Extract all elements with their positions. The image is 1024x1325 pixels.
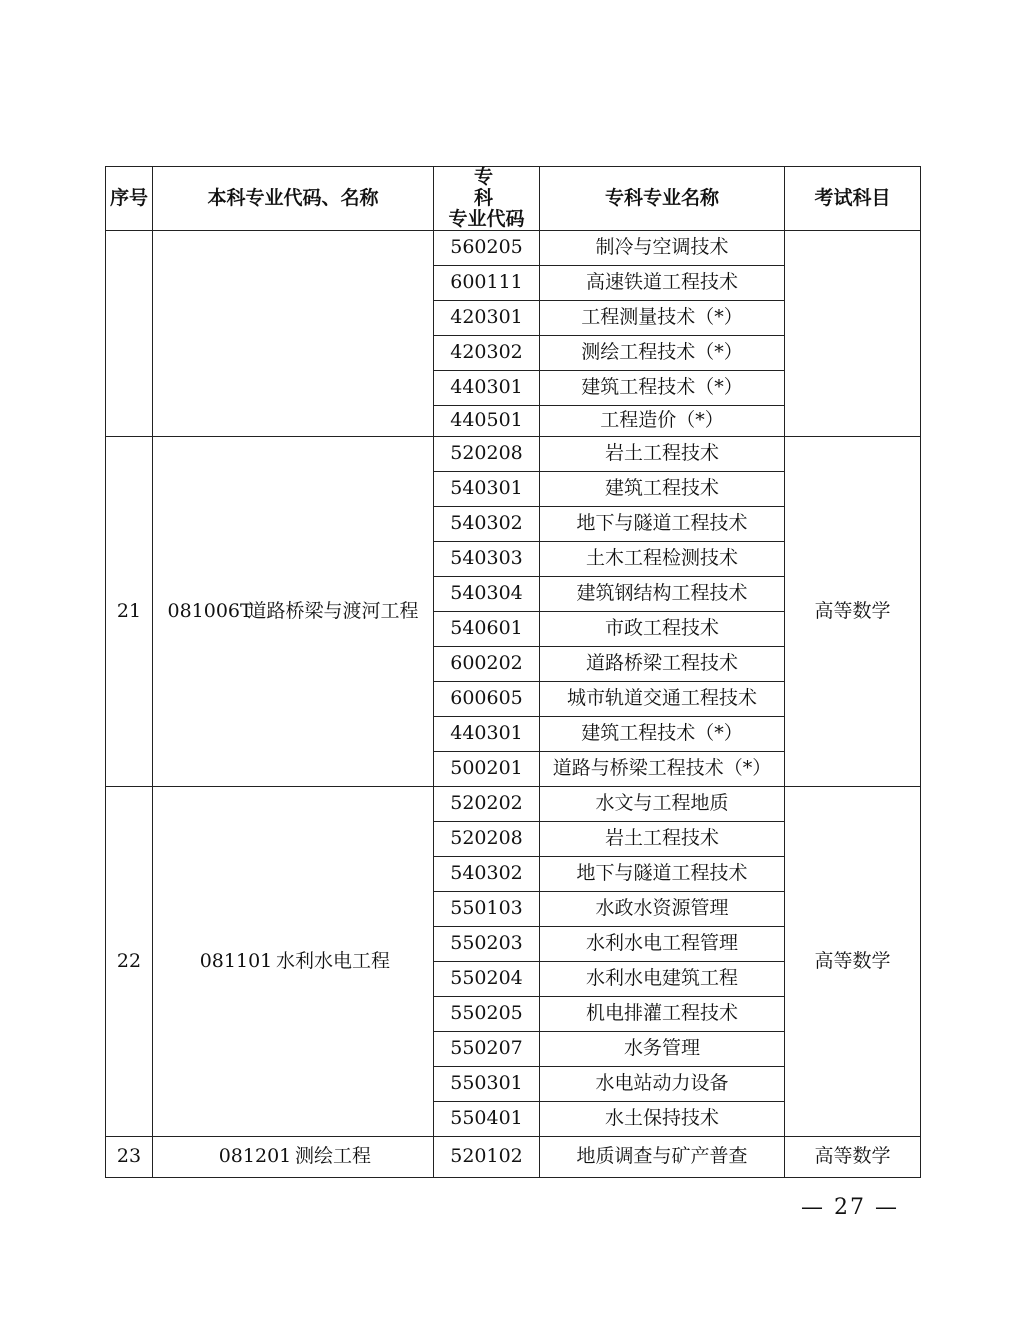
code-cell: 600605 [434, 681, 540, 716]
name-cell: 水务管理 [540, 1031, 785, 1066]
table-row [106, 436, 921, 471]
name-cell: 水文与工程地质 [540, 786, 785, 821]
code-cell: 540301 [434, 471, 540, 506]
header-code [434, 167, 540, 231]
page-number: — 27 — [801, 1195, 899, 1220]
name-cell: 城市轨道交通工程技术 [540, 681, 785, 716]
bachelor-code: 081101 [199, 949, 273, 972]
code-cell: 440501 [434, 405, 540, 436]
name-cell: 岩土工程技术 [540, 436, 785, 471]
seq-cell-empty [106, 230, 153, 436]
table-row [106, 230, 921, 265]
bachelor-code: 081006T [167, 599, 253, 622]
major-table [105, 166, 921, 1178]
bachelor-name: 测绘工程 [294, 1145, 371, 1168]
bachelor-cell-empty [153, 230, 434, 436]
name-cell: 制冷与空调技术 [540, 230, 785, 265]
code-cell: 550103 [434, 891, 540, 926]
name-cell: 市政工程技术 [540, 611, 785, 646]
header-code-line2: 专业代码 [448, 207, 525, 230]
code-cell: 550301 [434, 1066, 540, 1101]
name-cell: 建筑工程技术（*） [540, 370, 785, 405]
exam-cell-empty [785, 230, 921, 436]
code-cell: 540302 [434, 506, 540, 541]
name-cell: 道路与桥梁工程技术（*） [540, 751, 785, 786]
header-seq: 序号 [106, 167, 153, 231]
code-cell: 600202 [434, 646, 540, 681]
name-cell: 建筑工程技术（*） [540, 716, 785, 751]
name-cell: 水政水资源管理 [540, 891, 785, 926]
name-cell: 工程造价（*） [540, 405, 785, 436]
code-cell: 560205 [434, 230, 540, 265]
seq-cell: 21 [106, 436, 153, 786]
header-row [106, 167, 921, 231]
code-cell: 550401 [434, 1101, 540, 1136]
exam-cell: 高等数学 [785, 1136, 921, 1177]
name-cell: 水利水电建筑工程 [540, 961, 785, 996]
exam-cell: 高等数学 [785, 786, 921, 1136]
name-cell: 测绘工程技术（*） [540, 335, 785, 370]
code-cell: 420302 [434, 335, 540, 370]
code-cell: 540303 [434, 541, 540, 576]
table-row [106, 786, 921, 821]
bachelor-code: 081201 [218, 1145, 292, 1168]
name-cell: 水电站动力设备 [540, 1066, 785, 1101]
name-cell: 水土保持技术 [540, 1101, 785, 1136]
code-cell: 540601 [434, 611, 540, 646]
name-cell: 地质调查与矿产普查 [540, 1136, 785, 1177]
code-cell: 550205 [434, 996, 540, 1031]
bachelor-name: 水利水电工程 [275, 949, 390, 972]
code-cell: 520208 [434, 821, 540, 856]
name-cell: 高速铁道工程技术 [540, 265, 785, 300]
name-cell: 机电排灌工程技术 [540, 996, 785, 1031]
header-name: 专科专业名称 [540, 167, 785, 231]
header-bachelor: 本科专业代码、名称 [153, 167, 434, 231]
name-cell: 土木工程检测技术 [540, 541, 785, 576]
code-cell: 540302 [434, 856, 540, 891]
code-cell: 520202 [434, 786, 540, 821]
bachelor-cell [153, 1136, 434, 1177]
name-cell: 水利水电工程管理 [540, 926, 785, 961]
code-cell: 420301 [434, 300, 540, 335]
name-cell: 建筑工程技术 [540, 471, 785, 506]
code-cell: 440301 [434, 370, 540, 405]
bachelor-name: 道路桥梁与渡河工程 [247, 599, 419, 622]
bachelor-cell [153, 786, 434, 1136]
code-cell: 440301 [434, 716, 540, 751]
seq-cell: 23 [106, 1136, 153, 1177]
name-cell: 建筑钢结构工程技术 [540, 576, 785, 611]
code-cell: 520208 [434, 436, 540, 471]
bachelor-cell [153, 436, 434, 786]
name-cell: 岩土工程技术 [540, 821, 785, 856]
name-cell: 工程测量技术（*） [540, 300, 785, 335]
code-cell: 550207 [434, 1031, 540, 1066]
name-cell: 地下与隧道工程技术 [540, 856, 785, 891]
code-cell: 550204 [434, 961, 540, 996]
code-cell: 600111 [434, 265, 540, 300]
seq-cell: 22 [106, 786, 153, 1136]
name-cell: 道路桥梁工程技术 [540, 646, 785, 681]
exam-cell: 高等数学 [785, 436, 921, 786]
header-code-line1: 专 科 [473, 166, 511, 209]
header-exam: 考试科目 [785, 167, 921, 231]
table-row [106, 1136, 921, 1177]
code-cell: 520102 [434, 1136, 540, 1177]
code-cell: 500201 [434, 751, 540, 786]
code-cell: 550203 [434, 926, 540, 961]
major-table-container [105, 166, 920, 1178]
name-cell: 地下与隧道工程技术 [540, 506, 785, 541]
code-cell: 540304 [434, 576, 540, 611]
